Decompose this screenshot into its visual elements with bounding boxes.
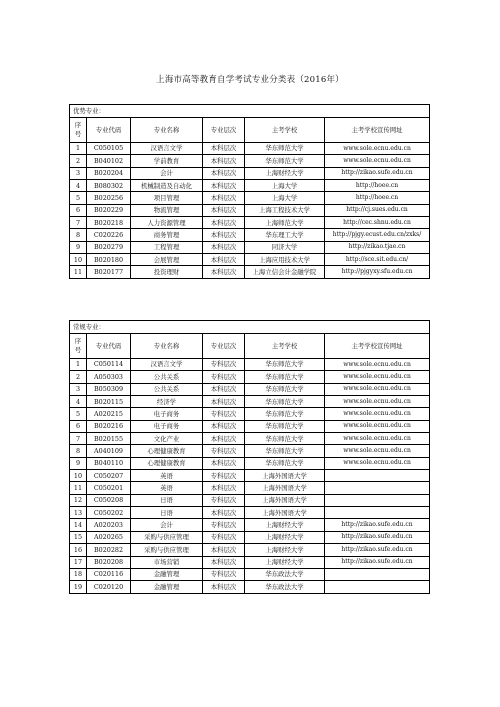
cell-school: 华东师范大学 [245,383,325,395]
cell-school: 华东师范大学 [245,143,325,155]
cell-name: 市场营销 [131,556,203,568]
cell-url: http://sce.sit.edu.cn/ [325,254,430,266]
cell-school: 华东师范大学 [245,155,325,167]
cell-seq: 2 [70,371,87,383]
cell-level: 本科层次 [203,254,245,266]
header-url: 主考学校宣传网址 [325,118,430,143]
cell-school: 同济大学 [245,241,325,253]
cell-seq: 5 [70,408,87,420]
table-row [70,359,430,371]
cell-code: B020218 [87,217,131,229]
cell-url: http://pjgyxy.sfu.edu.cn [325,266,430,278]
cell-seq: 6 [70,204,87,216]
cell-name: 物流管理 [131,204,203,216]
cell-school: 上海外国语大学 [245,507,325,519]
cell-name: 公共关系 [131,383,203,395]
cell-school: 华东政法大学 [245,581,325,593]
table-row [70,556,430,568]
cell-school: 华东师范大学 [245,445,325,457]
cell-name: 心理健康教育 [131,457,203,469]
cell-code: A040109 [87,445,131,457]
table-row [70,445,430,457]
cell-name: 日语 [131,494,203,506]
cell-school: 华东师范大学 [245,457,325,469]
cell-seq: 6 [70,420,87,432]
cell-url [325,494,430,506]
header-level: 专业层次 [203,118,245,143]
header-name: 专业名称 [131,118,203,143]
cell-name: 文化产业 [131,433,203,445]
cell-school: 上海财经大学 [245,167,325,179]
cell-level: 本科层次 [203,396,245,408]
cell-code: C050202 [87,507,131,519]
table-row [70,544,430,556]
table-row [70,581,430,593]
cell-name: 电子商务 [131,420,203,432]
cell-school: 华东理工大学 [245,229,325,241]
table-row [70,408,430,420]
cell-url: www.sole.ecnu.edu.cn [325,143,430,155]
cell-code: B020216 [87,420,131,432]
table-row [70,143,430,155]
cell-level: 本科层次 [203,143,245,155]
table-row [70,470,430,482]
cell-school: 华东政法大学 [245,568,325,580]
table-row [70,266,430,278]
table-row [70,420,430,432]
cell-level: 专科层次 [203,371,245,383]
cell-school: 华东师范大学 [245,420,325,432]
cell-school: 上海外国语大学 [245,470,325,482]
cell-code: A020265 [87,531,131,543]
cell-school: 上海财经大学 [245,519,325,531]
table-body [70,105,430,279]
cell-seq: 11 [70,266,87,278]
cell-code: C050105 [87,143,131,155]
cell-url: www.sole.ecnu.edu.cn [325,420,430,432]
cell-level: 专科层次 [203,359,245,371]
cell-url: http://cec.shnu.edu.cn [325,217,430,229]
cell-seq: 9 [70,241,87,253]
table-row [70,371,430,383]
cell-seq: 18 [70,568,87,580]
cell-level: 专科层次 [203,408,245,420]
cell-name: 学前教育 [131,155,203,167]
cell-code: A020215 [87,408,131,420]
cell-seq: 14 [70,519,87,531]
cell-seq: 10 [70,470,87,482]
cell-url: http://zikao.sufe.edu.cn [325,519,430,531]
table-row [70,482,430,494]
table-row [70,396,430,408]
cell-name: 电子商务 [131,408,203,420]
cell-code: C020116 [87,568,131,580]
cell-level: 本科层次 [203,581,245,593]
cell-level: 本科层次 [203,383,245,395]
cell-school: 上海财经大学 [245,531,325,543]
cell-code: B040110 [87,457,131,469]
header-url: 主考学校宣传网址 [325,334,430,359]
cell-url: http://pjgy.ecust.edu.cn/zxks/ [325,229,430,241]
section-label: 优势专业： [70,105,430,118]
cell-seq: 11 [70,482,87,494]
cell-seq: 10 [70,254,87,266]
cell-name: 公共关系 [131,371,203,383]
header-level: 专业层次 [203,334,245,359]
table-body [70,321,430,594]
cell-level: 本科层次 [203,192,245,204]
cell-url [325,482,430,494]
cell-code: C050207 [87,470,131,482]
table-row [70,155,430,167]
cell-seq: 8 [70,445,87,457]
cell-school: 华东师范大学 [245,433,325,445]
cell-level: 专科层次 [203,531,245,543]
cell-seq: 5 [70,192,87,204]
cell-url: www.sole.ecnu.edu.cn [325,408,430,420]
cell-url: www.sole.ecnu.edu.cn [325,383,430,395]
table-row [70,507,430,519]
cell-seq: 9 [70,457,87,469]
header-school: 主考学校 [245,334,325,359]
cell-level: 专科层次 [203,445,245,457]
cell-code: C020226 [87,229,131,241]
cell-seq: 3 [70,167,87,179]
cell-name: 人力资源管理 [131,217,203,229]
cell-code: B020155 [87,433,131,445]
table-row [70,180,430,192]
cell-code: B020180 [87,254,131,266]
cell-school: 上海应用技术大学 [245,254,325,266]
cell-seq: 19 [70,581,87,593]
header-seq: 序号 [70,118,87,143]
cell-name: 经济学 [131,396,203,408]
cell-seq: 15 [70,531,87,543]
cell-url: www.sole.ecnu.edu.cn [325,155,430,167]
cell-level: 本科层次 [203,229,245,241]
cell-seq: 7 [70,433,87,445]
cell-name: 英语 [131,470,203,482]
cell-school: 上海财经大学 [245,544,325,556]
cell-seq: 17 [70,556,87,568]
cell-level: 本科层次 [203,217,245,229]
cell-url: http://cj.sues.edu.cn [325,204,430,216]
table-row [70,433,430,445]
cell-url: http://zikao.sufe.edu.cn [325,167,430,179]
cell-school: 上海立信会计金融学院 [245,266,325,278]
cell-code: A020203 [87,519,131,531]
cell-seq: 8 [70,229,87,241]
cell-seq: 2 [70,155,87,167]
cell-name: 汉语言文学 [131,143,203,155]
cell-school: 华东师范大学 [245,396,325,408]
cell-url: www.sole.ecnu.edu.cn [325,359,430,371]
table-row [70,568,430,580]
cell-url: www.sole.ecnu.edu.cn [325,433,430,445]
cell-name: 英语 [131,482,203,494]
cell-url [325,581,430,593]
cell-school: 上海大学 [245,180,325,192]
cell-level: 专科层次 [203,568,245,580]
cell-code: B020229 [87,204,131,216]
cell-name: 投资理财 [131,266,203,278]
table-row [70,192,430,204]
cell-name: 机械制造及自动化 [131,180,203,192]
header-code: 专业代码 [87,118,131,143]
table-row [70,494,430,506]
cell-seq: 4 [70,180,87,192]
cell-level: 本科层次 [203,433,245,445]
cell-code: B020204 [87,167,131,179]
cell-url [325,470,430,482]
cell-level: 本科层次 [203,167,245,179]
cell-name: 采购与供应管理 [131,544,203,556]
cell-url [325,507,430,519]
cell-code: C050208 [87,494,131,506]
cell-code: B050309 [87,383,131,395]
cell-name: 会计 [131,167,203,179]
cell-code: B020282 [87,544,131,556]
cell-code: B020177 [87,266,131,278]
cell-seq: 1 [70,143,87,155]
cell-url: http://zikao.sufe.edu.cn [325,531,430,543]
cell-level: 本科层次 [203,507,245,519]
cell-code: C020120 [87,581,131,593]
cell-url: http://zikao.sufe.edu.cn [325,556,430,568]
cell-code: B020256 [87,192,131,204]
cell-level: 本科层次 [203,204,245,216]
cell-code: B020208 [87,556,131,568]
cell-school: 上海师范大学 [245,217,325,229]
table-advantage-majors [69,104,430,279]
cell-seq: 7 [70,217,87,229]
cell-name: 采购与供应管理 [131,531,203,543]
cell-level: 本科层次 [203,420,245,432]
cell-code: C050201 [87,482,131,494]
header-school: 主考学校 [245,118,325,143]
cell-url: http://hoee.cn [325,180,430,192]
cell-level: 本科层次 [203,180,245,192]
cell-school: 上海财经大学 [245,556,325,568]
cell-name: 金融管理 [131,568,203,580]
cell-code: C050114 [87,359,131,371]
cell-url: http://zikao.sufe.edu.cn [325,544,430,556]
cell-level: 专科层次 [203,470,245,482]
cell-seq: 3 [70,383,87,395]
cell-url [325,568,430,580]
table-row [70,383,430,395]
cell-level: 本科层次 [203,155,245,167]
cell-url: www.sole.ecnu.edu.cn [325,457,430,469]
cell-seq: 13 [70,507,87,519]
cell-url: http://hoee.cn [325,192,430,204]
cell-name: 汉语言文学 [131,359,203,371]
cell-school: 华东师范大学 [245,359,325,371]
cell-name: 日语 [131,507,203,519]
cell-level: 本科层次 [203,556,245,568]
cell-seq: 1 [70,359,87,371]
cell-school: 上海外国语大学 [245,482,325,494]
table-row [70,241,430,253]
cell-name: 会计 [131,519,203,531]
table-row [70,167,430,179]
section-label: 常规专业： [70,321,430,334]
cell-school: 上海外国语大学 [245,494,325,506]
table-row [70,519,430,531]
cell-url: www.sole.ecnu.edu.cn [325,396,430,408]
cell-url: http://zikao.tjae.cn [325,241,430,253]
cell-code: B020279 [87,241,131,253]
cell-level: 本科层次 [203,266,245,278]
table-row [70,204,430,216]
cell-code: B080302 [87,180,131,192]
header-code: 专业代码 [87,334,131,359]
cell-school: 华东师范大学 [245,408,325,420]
cell-code: B040102 [87,155,131,167]
cell-name: 金融管理 [131,581,203,593]
cell-name: 项目管理 [131,192,203,204]
table-row [70,229,430,241]
cell-level: 本科层次 [203,241,245,253]
cell-code: A050303 [87,371,131,383]
cell-seq: 16 [70,544,87,556]
cell-url: www.sole.ecnu.edu.cn [325,371,430,383]
header-name: 专业名称 [131,334,203,359]
document-title: 上海市高等教育自学考试专业分类表（2016年） [156,75,344,85]
cell-school: 华东师范大学 [245,371,325,383]
table-regular-majors [69,320,430,594]
cell-name: 会展管理 [131,254,203,266]
table-row [70,254,430,266]
cell-school: 上海工程技术大学 [245,204,325,216]
cell-name: 商务管理 [131,229,203,241]
cell-name: 工程管理 [131,241,203,253]
cell-seq: 4 [70,396,87,408]
header-seq: 序号 [70,334,87,359]
cell-level: 本科层次 [203,457,245,469]
cell-level: 专科层次 [203,519,245,531]
cell-school: 上海大学 [245,192,325,204]
cell-level: 本科层次 [203,544,245,556]
cell-level: 本科层次 [203,482,245,494]
cell-seq: 12 [70,494,87,506]
cell-code: B020115 [87,396,131,408]
cell-name: 心理健康教育 [131,445,203,457]
table-row [70,531,430,543]
table-row [70,457,430,469]
table-row [70,217,430,229]
cell-level: 专科层次 [203,494,245,506]
cell-url: www.sole.ecnu.edu.cn [325,445,430,457]
